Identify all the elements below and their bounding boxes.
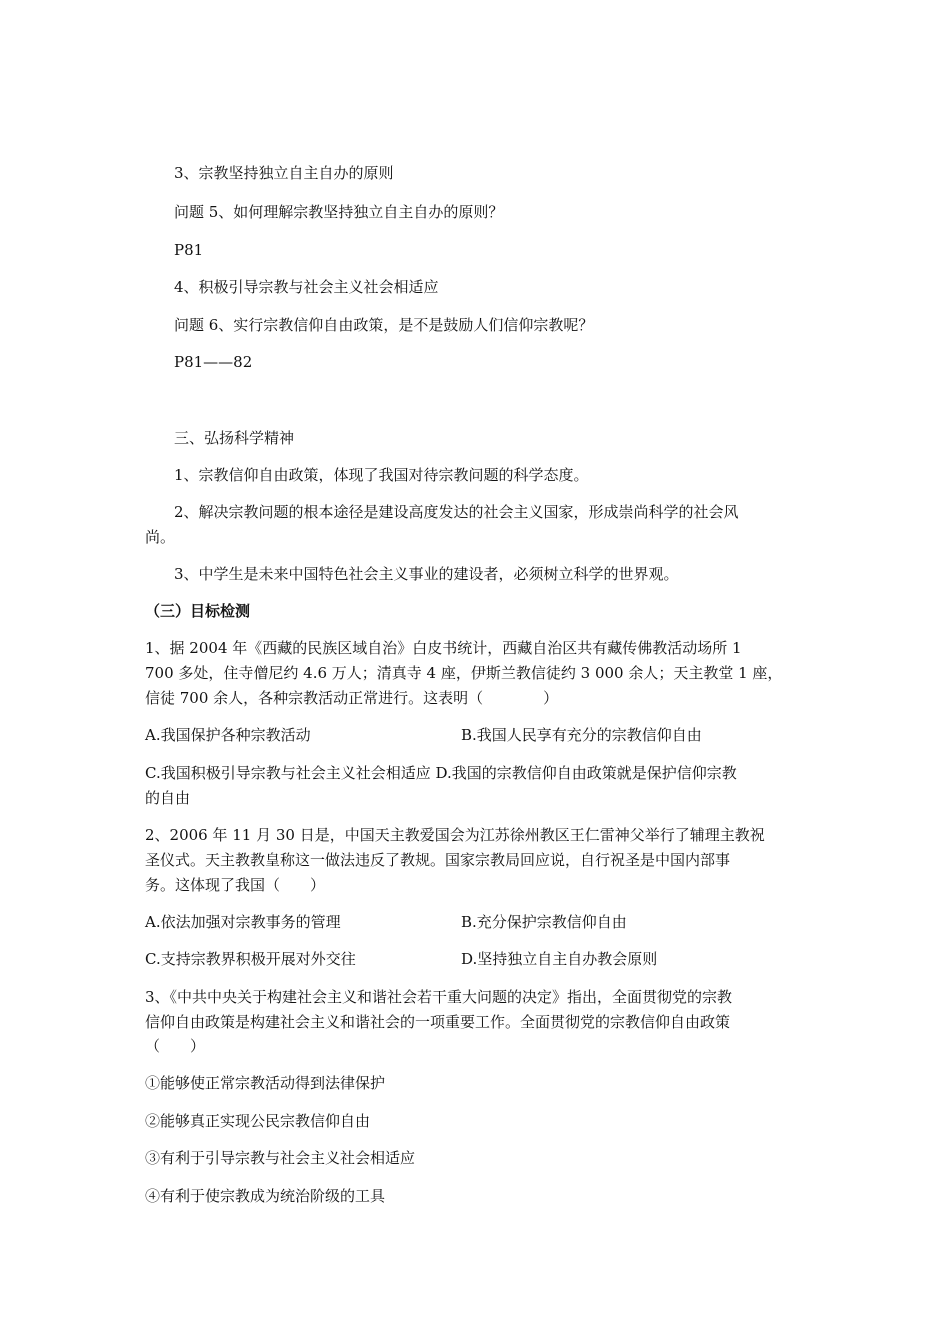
question-1-options-cd-line-2: 的自由 bbox=[145, 789, 191, 807]
question-3-option-2: ②能够真正实现公民宗教信仰自由 bbox=[145, 1112, 371, 1130]
question-2-stem-line-2: 圣仪式。天主教教皇称这一做法违反了教规。国家宗教局回应说，自行祝圣是中国内部事 bbox=[145, 851, 731, 869]
question-2-option-b: B.充分保护宗教信仰自由 bbox=[461, 913, 627, 931]
question-1-stem-line-1: 1、据 2004 年《西藏的民族区域自治》白皮书统计，西藏自治区共有藏传佛教活动场所 1 bbox=[145, 639, 742, 657]
question-1-option-b: B.我国人民享有充分的宗教信仰自由 bbox=[461, 726, 702, 744]
question-2-stem-line-1: 2、2006 年 11 月 30 日是，中国天主教爱国会为江苏徐州教区王仁雷神父举行了辅理主教祝 bbox=[145, 826, 765, 844]
question-3-stem-line-1: 3、《中共中央关于构建社会主义和谐社会若干重大问题的决定》指出，全面贯彻党的宗教 bbox=[145, 988, 733, 1006]
question-1-stem-line-2: 700 多处，住寺僧尼约 4.6 万人；清真寺 4 座，伊斯兰教信徒约 3 000 余人；天主教堂 1 座， bbox=[145, 664, 783, 682]
principle-3-heading: 3、宗教坚持独立自主自办的原则 bbox=[174, 164, 394, 182]
question-5: 问题 5、如何理解宗教坚持独立自主自办的原则？ bbox=[174, 203, 504, 221]
question-3-option-4: ④有利于使宗教成为统治阶级的工具 bbox=[145, 1187, 386, 1205]
section-3-item-2-line-1: 2、解决宗教问题的根本途径是建设高度发达的社会主义国家，形成崇尚科学的社会风 bbox=[174, 503, 739, 521]
section-3-item-2-line-2: 尚。 bbox=[145, 528, 176, 546]
section-3-item-3: 3、中学生是未来中国特色社会主义事业的建设者，必须树立科学的世界观。 bbox=[174, 565, 679, 583]
question-2-option-d: D.坚持独立自主自办教会原则 bbox=[461, 950, 658, 968]
question-6: 问题 6、实行宗教信仰自由政策，是不是鼓励人们信仰宗教呢？ bbox=[174, 316, 594, 334]
question-1-stem-line-3: 信徒 700 余人，各种宗教活动正常进行。这表明（ ） bbox=[145, 689, 559, 707]
section-3-title: 三、弘扬科学精神 bbox=[174, 429, 295, 447]
question-3-option-3: ③有利于引导宗教与社会主义社会相适应 bbox=[145, 1149, 416, 1167]
page-reference-p81-82: P81——82 bbox=[174, 353, 253, 371]
section-3-item-1: 1、宗教信仰自由政策，体现了我国对待宗教问题的科学态度。 bbox=[174, 466, 589, 484]
question-3-option-1: ①能够使正常宗教活动得到法律保护 bbox=[145, 1074, 386, 1092]
question-3-stem-line-2: 信仰自由政策是构建社会主义和谐社会的一项重要工作。全面贯彻党的宗教信仰自由政策 bbox=[145, 1013, 731, 1031]
principle-4-heading: 4、积极引导宗教与社会主义社会相适应 bbox=[174, 278, 439, 296]
question-1-option-a: A.我国保护各种宗教活动 bbox=[145, 726, 311, 744]
question-1-options-cd-line-1: C.我国积极引导宗教与社会主义社会相适应 D.我国的宗教信仰自由政策就是保护信仰宗教 bbox=[145, 764, 737, 782]
question-2-stem-line-3: 务。这体现了我国（ ） bbox=[145, 876, 326, 894]
question-2-option-c: C.支持宗教界积极开展对外交往 bbox=[145, 950, 356, 968]
page-reference-p81: P81 bbox=[174, 241, 204, 259]
question-3-stem-line-3: （ ） bbox=[145, 1037, 206, 1055]
question-2-option-a: A.依法加强对宗教事务的管理 bbox=[145, 913, 341, 931]
target-check-heading: （三）目标检测 bbox=[145, 602, 251, 620]
